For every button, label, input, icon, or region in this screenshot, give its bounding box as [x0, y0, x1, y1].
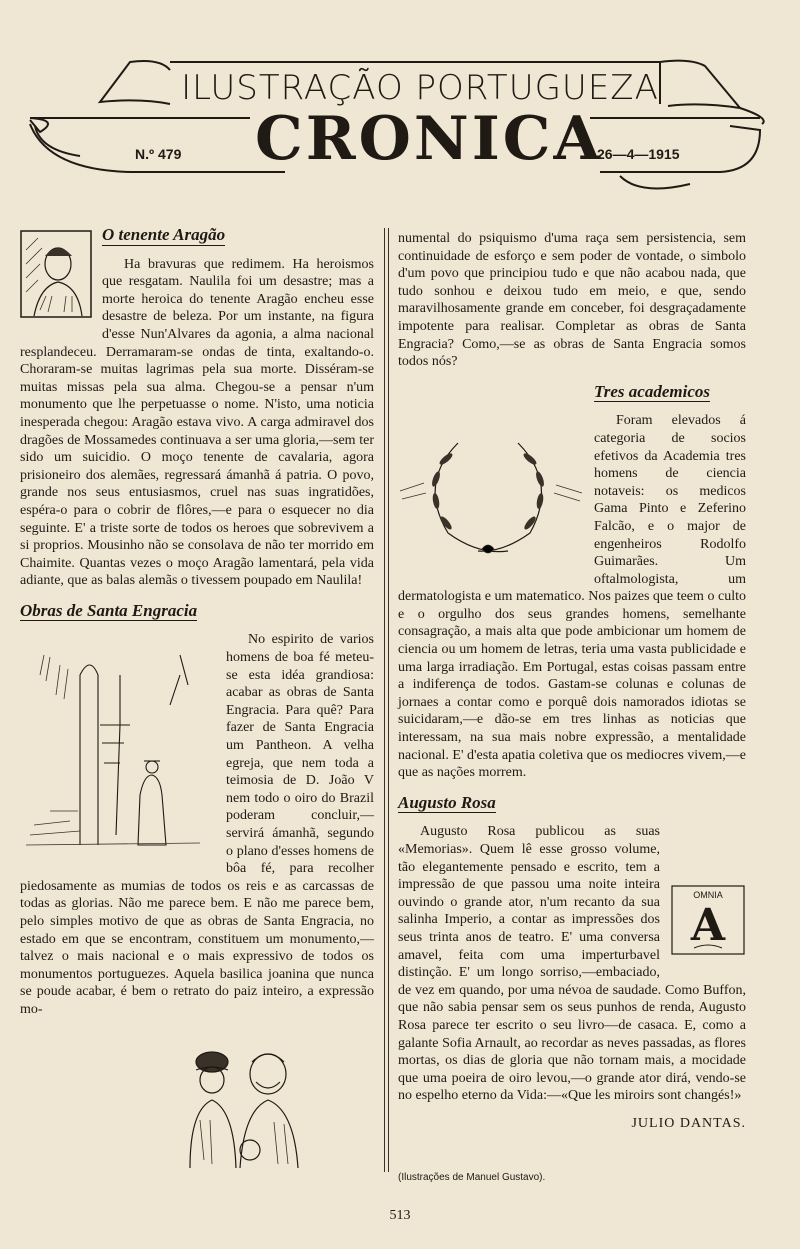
bookplate-illustration: [670, 884, 746, 962]
svg-text:A: A: [690, 899, 726, 951]
caricature-figures-icon: [160, 1040, 310, 1170]
column-divider: [384, 228, 385, 1172]
author-signature: JULIO DANTAS.: [631, 1115, 746, 1131]
issue-date: 26—4—1915: [597, 146, 680, 162]
page-number: 513: [389, 1208, 411, 1223]
article-title-rosa: Augusto Rosa: [398, 792, 496, 812]
church-sketch-illustration: [20, 635, 216, 861]
article-title-aragao: O tenente Aragão: [102, 225, 226, 244]
article-body-engracia-continued: numental do psiquismo d'uma raça sem persistencia, sem continuidade de esforço e sem poder de vontade, o simbolo d'um povo que principiou tudo e que não acabou nada, que tudo sonhou e deixou tudo em meio, e que, sendo maravilhosamente grande em conceber, foi desgraçadamente impotente para realisar. Completar as obras de Santa Engracia? Como,—se as obras de Santa Engracia somos todos nós?: [398, 231, 746, 370]
article-body-rosa: Augusto Rosa publicou as suas «Memorias». Quem lê esse grosso volume, tão elegantemente pensado e escrito, tem a impressão de que passou uma noite inteira ouvindo o grande ator, n'um recanto da sua salinha Imperio, a contar as impressões dos seus trinta anos de teatro. E' uma conversa amavel, feita com uma imperturbavel distinção. E' um longo sorriso,—embaciado, de vez em quando, por uma névoa de saudade. Como Buffon, que não sabia pensar sem os seus punhos de renda, Augusto Rosa parece ter escrito o seu livro—de casaca. E, como a galante Sofia Arnault, ao recordar as neves passadas, as flores mortas, os dias de gloria que não tornam mais, a mocidade que uma poeira de oiro levou,—o grande ator dirá, vendo-se no espelho eterno da Vida:—«Que les miroirs sont changés!»: [398, 824, 746, 1104]
masthead-title: ILUSTRAÇÃO PORTUGUEZA: [181, 68, 659, 108]
issue-number: N.º 479: [135, 146, 182, 162]
article-title-engracia: Obras de Santa Engracia: [20, 600, 198, 620]
portrait-illustration: [20, 230, 92, 324]
article-body-aragao: Ha bravuras que redimem. Ha heroismos que resgatam. Naulila foi um desastre; mas a morte heroica do tenente Aragão encheu esse desastre de beleza. Por um instante, na figura d'esse Nun'Alvares da agonia, a alma nacional resplandeceu. Derramaram-se ondas de tinta, exaltando-o. Choraram-se muitas lagrimas pela sua morte. Disséram-se muitas missas pela sua alma. Chegou-se a pensar n'um monumento que lhe perpetuasse o nome. N'isto, uma noticia inesperada chegou: Aragão estava vivo. A carga admiravel dos dragões de Mossamedes continuava a ser uma gloria,—sem ter sido um suicidio. O moço tenente de cavalaria, agora prisioneiro dos alemães, regressará ámanhã á patria. O povo, grande nos seus entusiasmos, cruel nas suas ingratidões, espéra-o para o cobrir de flôres,—e para o esquecer no dia seguinte. E' a triste sorte de todos os heroes que sobrevivem a si proprios. Mousinho não se consolava de não ter morrido em Chaimite. Quantas vezes o moço Aragão lamentará, pela vida adiante, que as balas alemãs o tivessem poupado em Naulila!: [20, 256, 374, 589]
bookplate-motto: OMNIA: [693, 889, 723, 900]
column-divider: [388, 228, 389, 1172]
section-title: CRONICA: [255, 104, 604, 174]
masthead: [0, 0, 800, 200]
right-column: [398, 230, 746, 1133]
left-column: [20, 226, 374, 1019]
laurel-wreath-illustration: [398, 423, 584, 569]
article-title-academicos: Tres academicos: [594, 381, 710, 401]
illustration-credit: (Ilustrações de Manuel Gustavo).: [398, 1172, 546, 1183]
article-body-engracia: No espirito de varios homens de boa fé meteu-se esta idéa grandiosa: acabar as obras de Santa Engracia. Para quê? Para fazer de Santa Engracia um Pantheon. A velha egreja, que nem toda a teimosia de D. João V nem todo o oiro do Brazil poderam concluir,—servirá ámanhã, segundo o plano d'esses homens de bôa fé, para recolher piedosamente as mumias de todos os reis e as carcassas de todas as glorias. Não me parece bem. E não me parece bem, pelo simples motivo de que as obras de Santa Engracia, no estado em que se encontram, constituem um monumento,—talvez o mais nacional e o mais expressivo de todos os monumentos portuguezes. Aquela basilica joanina que nunca se poude acabar, é bem o retrato do paiz inteiro, a expressão mo-: [20, 632, 374, 1017]
article-body-academicos: Foram elevados á categoria de socios efetivos da Academia tres homens de ciencia notaveis: os medicos Gama Pinto e Zeferino Falcão, e o major de engenheiros Rodolfo Guimarães. Um oftalmologista, um dermatologista e um matematico. Nos paizes que teem o culto e o orgulho dos seus grandes homens, semelhante consagração, a mais alta que pode ambicionar um homem de ciencia ou um homem de letras, teria uma vasta publicidade e uma larga irradiação. Em Portugal, estas coisas passam entre a indiferença de todos. Gastam-se colunas e colunas de jornaes a contar como e porquê dois namorados idiotas se suicidaram,—e dão-se em tres linhas as noticias que interessam, na sua mais nobre expressão, a mentalidade nacional. E' d'esta apatia coletiva que os mediocres vivem,—e que as nações morrem.: [398, 413, 746, 781]
